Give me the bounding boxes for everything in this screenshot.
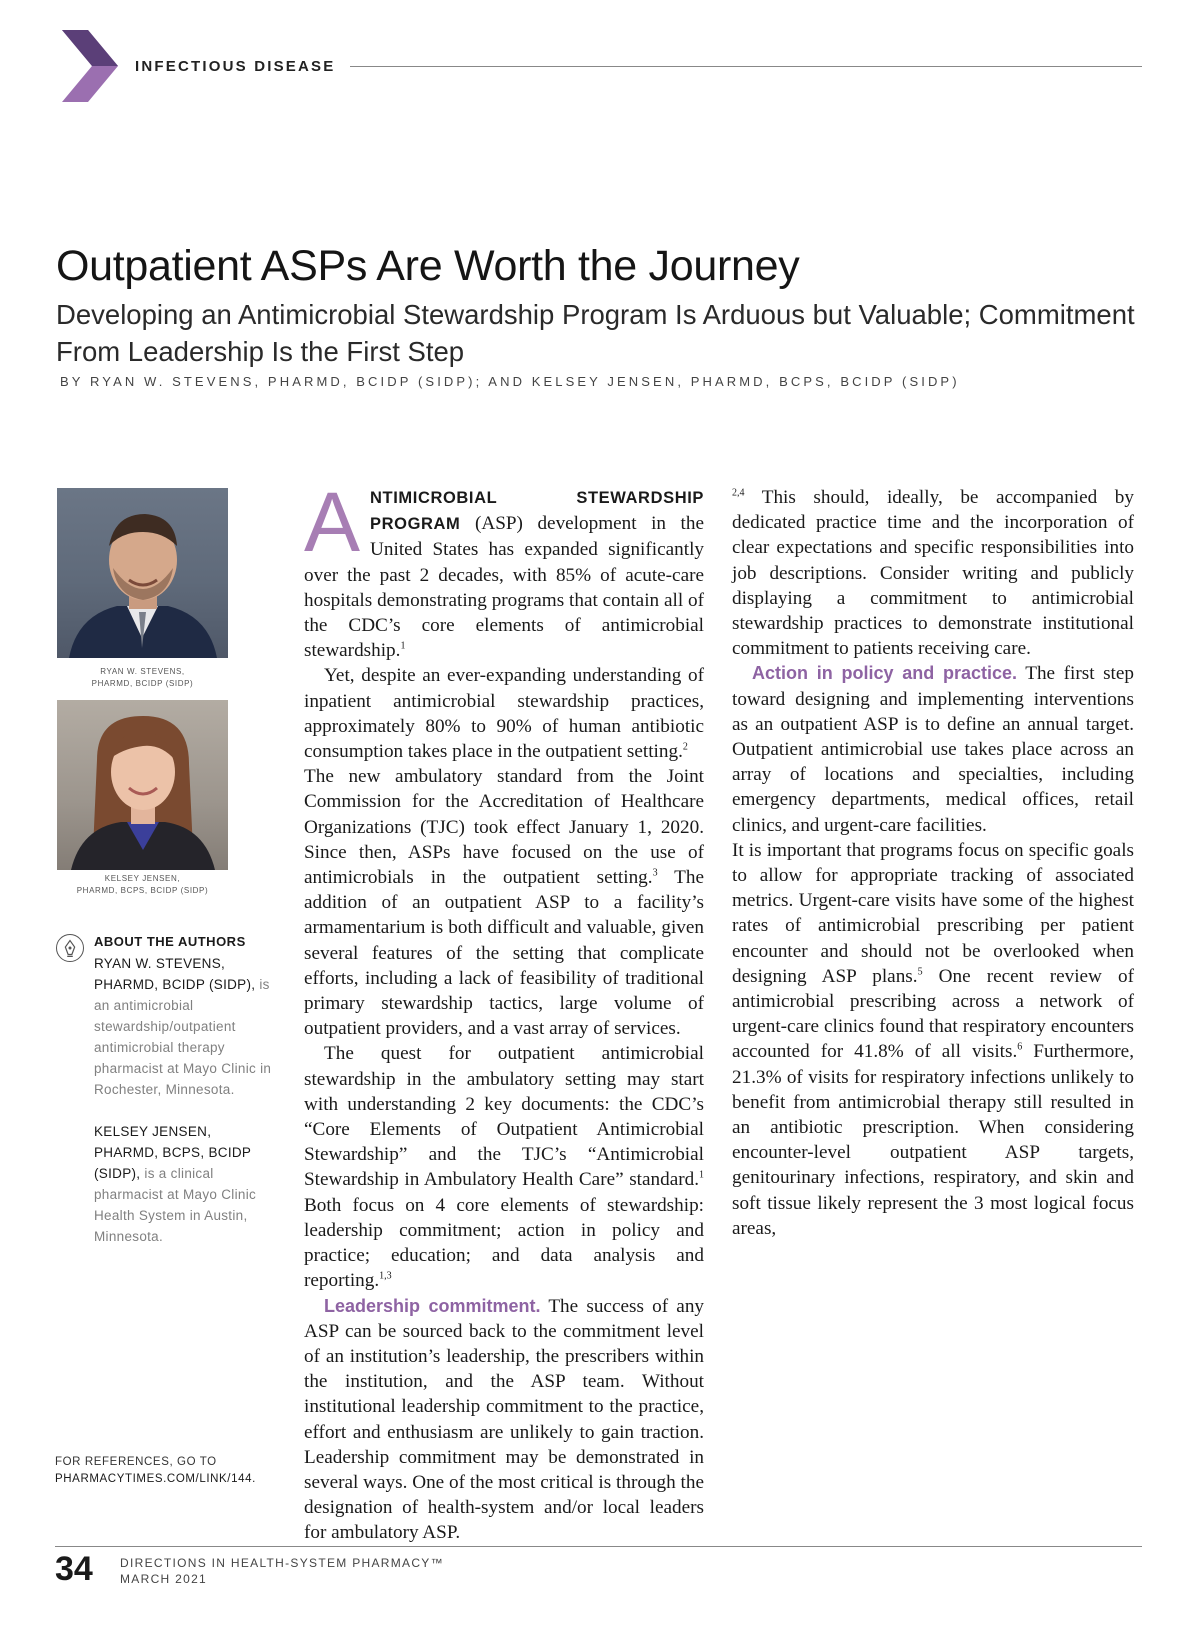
run-in-subhead: Action in policy and practice. bbox=[752, 663, 1018, 684]
run-in-subhead: Leadership commitment. bbox=[324, 1295, 541, 1316]
paragraph: Yet, despite an ever-expanding understanding of inpatient antimicrobial stewardship practices, approximately 80% to 90% of human antibiotic consumption takes place in the outpatient setting.$^2$ bbox=[304, 665, 704, 763]
photo-caption-stevens: RYAN W. STEVENS, PHARMD, BCIDP (SIDP) bbox=[91, 667, 194, 688]
paragraph: ANTIMICROBIAL STEWARDSHIP PROGRAM (ASP) development in the United States has expanded significantly over the past 2 decades, with 85% of acute-care hospitals demonstrating programs that contain all of the CDC’s core elements of antimicrobial stewardship.$^1$ bbox=[304, 475, 704, 662]
header-rule bbox=[350, 66, 1142, 67]
section-chevron-icon bbox=[62, 30, 118, 102]
citation: 1,3 bbox=[379, 1270, 392, 1282]
page-number: 34 bbox=[55, 1550, 93, 1588]
paragraph: The new ambulatory standard from the Joint Commission for the Accreditation of Healthcare Organizations (TJC) took effect January 1, 2020. Since then, ASPs have focused on the use of antimicrobials in the outpatient setting.$^3$ The addition of an outpatient ASP to a facility’s armamentarium is both difficult and valuable, given several features of the setting that complicate efforts, including a lack of feasibility of traditional primary stewardship tactics, large volume of outpatient providers, and a vast array of services. bbox=[304, 766, 704, 1040]
bio-name: KELSEY JENSEN, PHARMD, BCPS, BCIDP (SIDP), bbox=[94, 1124, 251, 1181]
paragraph: Leadership commitment. The success of any ASP can be sourced back to the commitment level of an institution’s leadership, the prescribers within the institution, and the ASP team. Without institutional leadership commitment to the practice, effort and enthusiasm are unlikely to gain traction. Leadership commitment may be demonstrated in several ways. One of the most critical is through the designation of health-system and/or local leaders for ambulatory ASP. bbox=[304, 1295, 705, 1544]
references-link[interactable]: PHARMACYTIMES.COM/LINK/144. bbox=[55, 1473, 256, 1485]
bio-text: is an antimicrobial stewardship/outpatient antimicrobial therapy pharmacist at Mayo Clinic in Rochester, Minnesota. bbox=[94, 977, 272, 1097]
about-authors-heading: ABOUT THE AUTHORS bbox=[94, 934, 246, 949]
article-subtitle: Developing an Antimicrobial Stewardship Program Is Arduous but Valuable; Commitment From Leadership Is the First Step bbox=[56, 299, 1135, 367]
paragraph: Action in policy and practice. The first step toward designing and implementing interventions as an outpatient ASP is to define an annual target. Outpatient antimicrobial use takes place across an array of locations and specialties, including emergency departments, medical offices, retail clinics, and urgent-care facilities. bbox=[732, 663, 1134, 836]
bio-name: RYAN W. STEVENS, PHARMD, BCIDP (SIDP), bbox=[94, 956, 256, 992]
issue-date: MARCH 2021 bbox=[120, 1572, 208, 1586]
paragraph: The quest for outpatient antimicrobial stewardship in the ambulatory setting may start with understanding 2 key documents: the CDC’s “Core Elements of Outpatient Antimicrobial Stewardship” and the TJC’s “Antimicrobial Stewardship in Ambulatory Health Care” standard.$^1$ Both focus on 4 core elements of stewardship: leadership commitment; action in policy and practice; education; and data analysis and reporting.$^{1,3}$ bbox=[304, 1043, 704, 1292]
citation: 2 bbox=[682, 741, 688, 753]
author-photo-jensen bbox=[57, 700, 228, 870]
section-label: INFECTIOUS DISEASE bbox=[135, 58, 336, 75]
pen-nib-icon bbox=[56, 934, 84, 962]
author-photo-stevens bbox=[57, 488, 228, 658]
citation: 1 bbox=[699, 1170, 704, 1182]
citation: 1 bbox=[400, 640, 406, 652]
author-bio-jensen bbox=[94, 1121, 274, 1247]
body-column-1 bbox=[304, 475, 705, 1546]
bio-text: is a clinical pharmacist at Mayo Clinic Health System in Austin, Minnesota. bbox=[94, 1166, 257, 1244]
lead-in: NTIMICROBIAL STEWARDSHIP PROGRAM bbox=[370, 489, 704, 534]
citation: 2,4 bbox=[732, 487, 745, 499]
citation: 6 bbox=[1017, 1042, 1023, 1054]
drop-cap: A bbox=[304, 475, 361, 569]
paragraph: $^{2,4}$ This should, ideally, be accompanied by dedicated practice time and the incorporation of clear expectations and specific responsibilities into job descriptions. Consider writing and publicly displaying a commitment to antimicrobial stewardship practices to demonstrate institutional commitment to patients receiving care. bbox=[732, 487, 1134, 660]
paragraph: It is important that programs focus on specific goals to allow for appropriate tracking of associated metrics. Urgent-care visits have some of the highest rates of antimicrobial prescribing per patient encounter and should not be overlooked when designing ASP plans.$^5$ One recent review of antimicrobial prescribing across a network of urgent-care clinics found that respiratory encounters accounted for 41.8% of all visits.$^6$ Furthermore, 21.3% of visits for respiratory infections unlikely to benefit from antimicrobial therapy still resulted in an antibiotic prescription. When considering encounter-level outpatient ASP targets, genitourinary infections, respiratory, and skin and soft tissue likely represent the 3 most logical focus areas, bbox=[732, 839, 1134, 1239]
citation: 3 bbox=[652, 867, 658, 879]
article-title: Outpatient ASPs Are Worth the Journey bbox=[56, 242, 800, 290]
footer-rule bbox=[55, 1546, 1142, 1547]
photo-caption-jensen: KELSEY JENSEN, PHARMD, BCPS, BCIDP (SIDP) bbox=[76, 874, 209, 895]
body-column-2 bbox=[732, 485, 1134, 1241]
article-byline: BY RYAN W. STEVENS, PHARMD, BCIDP (SIDP); AND KELSEY JENSEN, PHARMD, BCPS, BCIDP (SIDP) bbox=[60, 374, 960, 389]
citation: 5 bbox=[917, 966, 923, 978]
references-note: FOR REFERENCES, GO TO PHARMACYTIMES.COM/LINK/144. bbox=[55, 1454, 256, 1488]
author-bio-stevens bbox=[94, 953, 274, 1100]
journal-name: DIRECTIONS IN HEALTH-SYSTEM PHARMACY™ bbox=[120, 1556, 444, 1570]
